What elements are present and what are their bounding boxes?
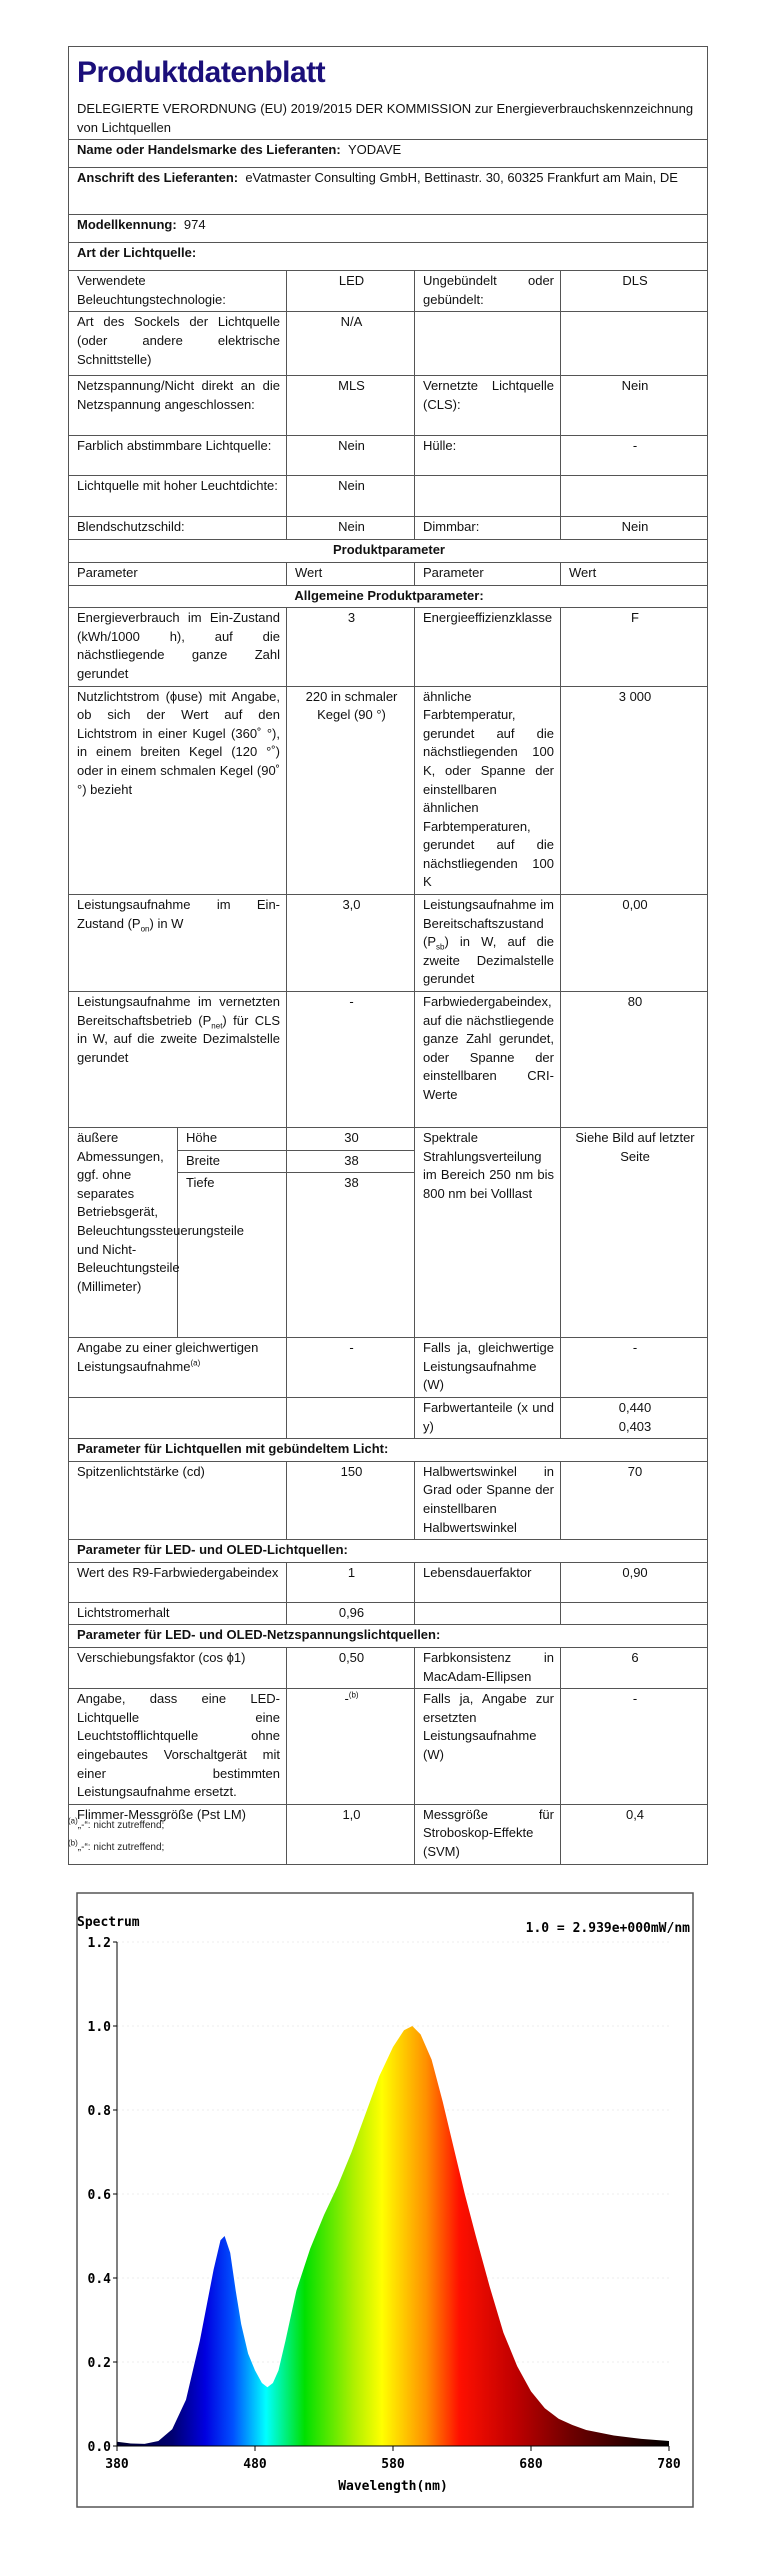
model-value: 974 — [183, 217, 206, 233]
param-value: 80 — [561, 992, 708, 1128]
param-value: - — [561, 436, 708, 476]
dimension-name: Höhe — [178, 1128, 287, 1151]
param-label: Farblich abstimmbare Lichtquelle: — [69, 436, 287, 476]
y-tick-label: 0.4 — [87, 2272, 111, 2287]
y-tick-label: 0.0 — [87, 2440, 111, 2455]
section-heading: Produktparameter — [69, 539, 708, 562]
param-value: - — [287, 992, 415, 1128]
param-value: 70 — [561, 1461, 708, 1539]
y-tick-label: 0.2 — [87, 2356, 111, 2371]
param-label: Farbwertanteile (x und y) — [415, 1398, 561, 1439]
param-label: Flimmer-Messgröße (Pst LM) — [69, 1804, 287, 1864]
table-row — [69, 1398, 708, 1439]
param-value: 0,96 — [287, 1602, 415, 1625]
param-label: Dimmbar: — [415, 517, 561, 540]
table-row — [69, 312, 708, 376]
table-row — [69, 436, 708, 476]
supplier-name-label: Name oder Handelsmarke des Lieferanten: — [77, 142, 341, 158]
table-row — [69, 476, 708, 517]
regulation-text: DELEGIERTE VERORDNUNG (EU) 2019/2015 DER KOMMISSION zur Energieverbrauchskennzeichnung von Lichtquellen — [77, 101, 694, 135]
param-value — [561, 1398, 708, 1439]
param-label: Verwendete Beleuchtungstechnologie: — [69, 271, 287, 312]
table-row — [69, 1602, 708, 1625]
param-label: Art des Sockels der Lichtquelle (oder andere elektrische Schnittstelle) — [69, 312, 287, 376]
footnote-ref: (b) — [348, 1690, 359, 1700]
table-row — [69, 1128, 708, 1151]
spectrum-chart — [0, 1880, 771, 2520]
footnote-ref: (a) — [190, 1358, 201, 1368]
param-label — [69, 992, 287, 1128]
column-header: Parameter — [69, 562, 287, 585]
footnote-text: „-“: nicht zutreffend; — [77, 1842, 165, 1853]
empty-cell — [415, 1602, 561, 1625]
footnote-a — [68, 1816, 165, 1831]
table-row — [69, 608, 708, 686]
y-tick-label: 1.0 — [87, 2020, 111, 2035]
param-label — [415, 476, 561, 517]
column-header: Wert — [561, 562, 708, 585]
param-value: Nein — [287, 436, 415, 476]
y-tick-label: 1.2 — [87, 1936, 111, 1951]
x-tick-label: 780 — [657, 2457, 681, 2472]
label-part: Angabe zu einer gleichwertigen Leistungsaufnahme — [77, 1340, 259, 1374]
param-label — [69, 895, 287, 992]
footnote-mark: (a) — [68, 1816, 78, 1826]
supplier-name-row — [69, 140, 708, 168]
param-value — [287, 1689, 415, 1805]
param-value: Nein — [561, 376, 708, 436]
dimension-value: 38 — [287, 1173, 415, 1338]
y-tick-label: 0.6 — [87, 2188, 111, 2203]
table-row — [69, 376, 708, 436]
param-value: Siehe Bild auf letzter Seite — [561, 1128, 708, 1338]
footnote-b — [68, 1838, 165, 1853]
x-tick-label: 380 — [105, 2457, 129, 2472]
subscript: sb — [436, 942, 445, 952]
section-heading: Parameter für Lichtquellen mit gebündeltem Licht: — [69, 1439, 708, 1462]
table-row — [69, 1804, 708, 1864]
param-label: Lichtstromerhalt — [69, 1602, 287, 1625]
column-header: Parameter — [415, 562, 561, 585]
header-cell — [69, 47, 708, 140]
param-value: MLS — [287, 376, 415, 436]
param-value: 6 — [561, 1647, 708, 1688]
table-row — [69, 1461, 708, 1539]
value-text: - — [344, 1691, 349, 1707]
empty-cell — [69, 1398, 287, 1439]
param-value: DLS — [561, 271, 708, 312]
dimensions-label: äußere Abmessungen, ggf. ohne separates Betriebsgerät, Beleuchtungssteuerungsteile und Nicht-Beleuchtungsteile (Millimeter) — [69, 1128, 178, 1338]
param-value: F — [561, 608, 708, 686]
table-row — [69, 517, 708, 540]
chroma-y: 0,403 — [618, 1418, 652, 1434]
param-value: 150 — [287, 1461, 415, 1539]
label-part: Leistungsaufnahme im Ein-Zustand (P — [77, 897, 280, 931]
empty-cell — [287, 1398, 415, 1439]
table-row — [69, 1338, 708, 1398]
param-value: LED — [287, 271, 415, 312]
page-title: Produktdatenblatt — [77, 56, 326, 89]
supplier-address-value: eVatmaster Consulting GmbH, Bettinastr. 30, 60325 Frankfurt am Main, DE — [245, 170, 678, 186]
param-label: Energieverbrauch im Ein-Zustand (kWh/1000 h), auf die nächstliegende ganze Zahl gerundet — [69, 608, 287, 686]
label-part: Leistungsaufnahme im vernetzten Bereitschaftsbetrieb (P — [77, 994, 280, 1028]
x-tick-label: 580 — [381, 2457, 405, 2472]
subscript: net — [211, 1021, 223, 1031]
param-label: Falls ja, gleichwertige Leistungsaufnahme (W) — [415, 1338, 561, 1398]
chart-scale-note: 1.0 = 2.939e+000mW/nm — [525, 1921, 690, 1936]
section-heading: Parameter für LED- und OLED-Netzspannungslichtquellen: — [69, 1625, 708, 1648]
param-label: Farbkonsistenz in MacAdam-Ellipsen — [415, 1647, 561, 1688]
param-value: 1 — [287, 1562, 415, 1602]
param-label: Blendschutzschild: — [69, 517, 287, 540]
section-heading: Allgemeine Produktparameter: — [69, 585, 708, 608]
footnote-mark: (b) — [68, 1838, 78, 1848]
y-tick-label: 0.8 — [87, 2104, 111, 2119]
param-label: Farbwiedergabeindex, auf die nächstliegende ganze Zahl gerundet, oder Spanne der einstellbaren CRI-Werte — [415, 992, 561, 1128]
param-label: Hülle: — [415, 436, 561, 476]
param-label: Nutzlichtstrom (ϕuse) mit Angabe, ob sich der Wert auf den Lichtstrom in einer Kugel (360˚ °), in einem breiten Kegel (120 °˚) oder in einem schmalen Kegel (90˚ °) bezieht — [69, 686, 287, 895]
param-value: 3 000 — [561, 686, 708, 895]
dimension-value: 30 — [287, 1128, 415, 1151]
param-value — [561, 312, 708, 376]
x-axis-label: Wavelength(nm) — [338, 2479, 448, 2494]
param-label: Spektrale Strahlungsverteilung im Bereich 250 nm bis 800 nm bei Volllast — [415, 1128, 561, 1338]
model-label: Modellkennung: — [77, 217, 177, 233]
param-label: Lebensdauerfaktor — [415, 1562, 561, 1602]
param-label — [69, 1338, 287, 1398]
table-row — [69, 686, 708, 895]
param-value: - — [561, 1689, 708, 1805]
param-label: ähnliche Farbtemperatur, gerundet auf die nächstliegenden 100 K, oder Spanne der einstellbaren ähnlichen Farbtemperaturen, gerundet auf die nächstliegenden 100 K — [415, 686, 561, 895]
table-row — [69, 271, 708, 312]
table-row — [69, 1647, 708, 1688]
param-value: 0,90 — [561, 1562, 708, 1602]
dimension-name: Tiefe — [178, 1173, 287, 1338]
label-part: ) für CLS in W, auf die zweite Dezimalstelle gerundet — [77, 1012, 280, 1065]
empty-cell — [561, 1602, 708, 1625]
column-header: Wert — [287, 562, 415, 585]
param-label: Messgröße für Stroboskop-Effekte (SVM) — [415, 1804, 561, 1864]
param-label — [415, 312, 561, 376]
footnote-text: „-“: nicht zutreffend; — [77, 1820, 165, 1831]
chroma-x: 0,440 — [618, 1400, 652, 1416]
subscript: on — [140, 924, 150, 934]
param-label — [415, 895, 561, 992]
column-header-row — [69, 562, 708, 585]
supplier-address-row — [69, 168, 708, 215]
param-value: 220 in schmaler Kegel (90 °) — [287, 686, 415, 895]
param-value: 0,00 — [561, 895, 708, 992]
param-value: Nein — [561, 517, 708, 540]
supplier-name-value: YODAVE — [347, 142, 402, 158]
param-label: Verschiebungsfaktor (cos ϕ1) — [69, 1647, 287, 1688]
table-row — [69, 992, 708, 1128]
param-value: N/A — [287, 312, 415, 376]
label-part: Leistungsaufnahme im Bereitschaftszustand (P — [423, 897, 554, 950]
x-tick-label: 480 — [243, 2457, 267, 2472]
table-row — [69, 1562, 708, 1602]
chart-title: Spectrum — [77, 1915, 140, 1930]
param-value: Nein — [287, 476, 415, 517]
param-value: - — [287, 1338, 415, 1398]
x-tick-label: 680 — [519, 2457, 543, 2472]
model-row — [69, 215, 708, 243]
param-label: Spitzenlichtstärke (cd) — [69, 1461, 287, 1539]
param-label: Ungebündelt oder gebündelt: — [415, 271, 561, 312]
param-value — [561, 476, 708, 517]
table-row — [69, 895, 708, 992]
param-value: 0,50 — [287, 1647, 415, 1688]
product-data-sheet-table — [68, 46, 708, 1865]
param-value: Nein — [287, 517, 415, 540]
param-label: Angabe, dass eine LED-Lichtquelle eine Leuchtstofflichtquelle ohne eingebautes Vorschaltgerät mit einer bestimmten Leistungsaufnahme ersetzt. — [69, 1689, 287, 1805]
table-row — [69, 1689, 708, 1805]
param-label: Netzspannung/Nicht direkt an die Netzspannung angeschlossen: — [69, 376, 287, 436]
param-value: 1,0 — [287, 1804, 415, 1864]
param-label: Halbwertswinkel in Grad oder Spanne der einstellbaren Halbwertswinkel — [415, 1461, 561, 1539]
param-value: 3,0 — [287, 895, 415, 992]
section-heading: Art der Lichtquelle: — [69, 243, 708, 271]
param-value: 3 — [287, 608, 415, 686]
param-label: Energieeffizienzklasse — [415, 608, 561, 686]
param-label: Wert des R9-Farbwiedergabeindex — [69, 1562, 287, 1602]
label-part: ) in W, auf die zweite Dezimalstelle gerundet — [423, 934, 554, 987]
param-label: Falls ja, Angabe zur ersetzten Leistungsaufnahme (W) — [415, 1689, 561, 1805]
param-label: Lichtquelle mit hoher Leuchtdichte: — [69, 476, 287, 517]
param-label: Vernetzte Lichtquelle (CLS): — [415, 376, 561, 436]
section-heading: Parameter für LED- und OLED-Lichtquellen: — [69, 1540, 708, 1563]
supplier-address-label: Anschrift des Lieferanten: — [77, 170, 239, 186]
dimension-name: Breite — [178, 1150, 287, 1173]
param-value: 0,4 — [561, 1804, 708, 1864]
dimension-value: 38 — [287, 1150, 415, 1173]
label-part: ) in W — [149, 915, 184, 931]
param-value: - — [561, 1338, 708, 1398]
